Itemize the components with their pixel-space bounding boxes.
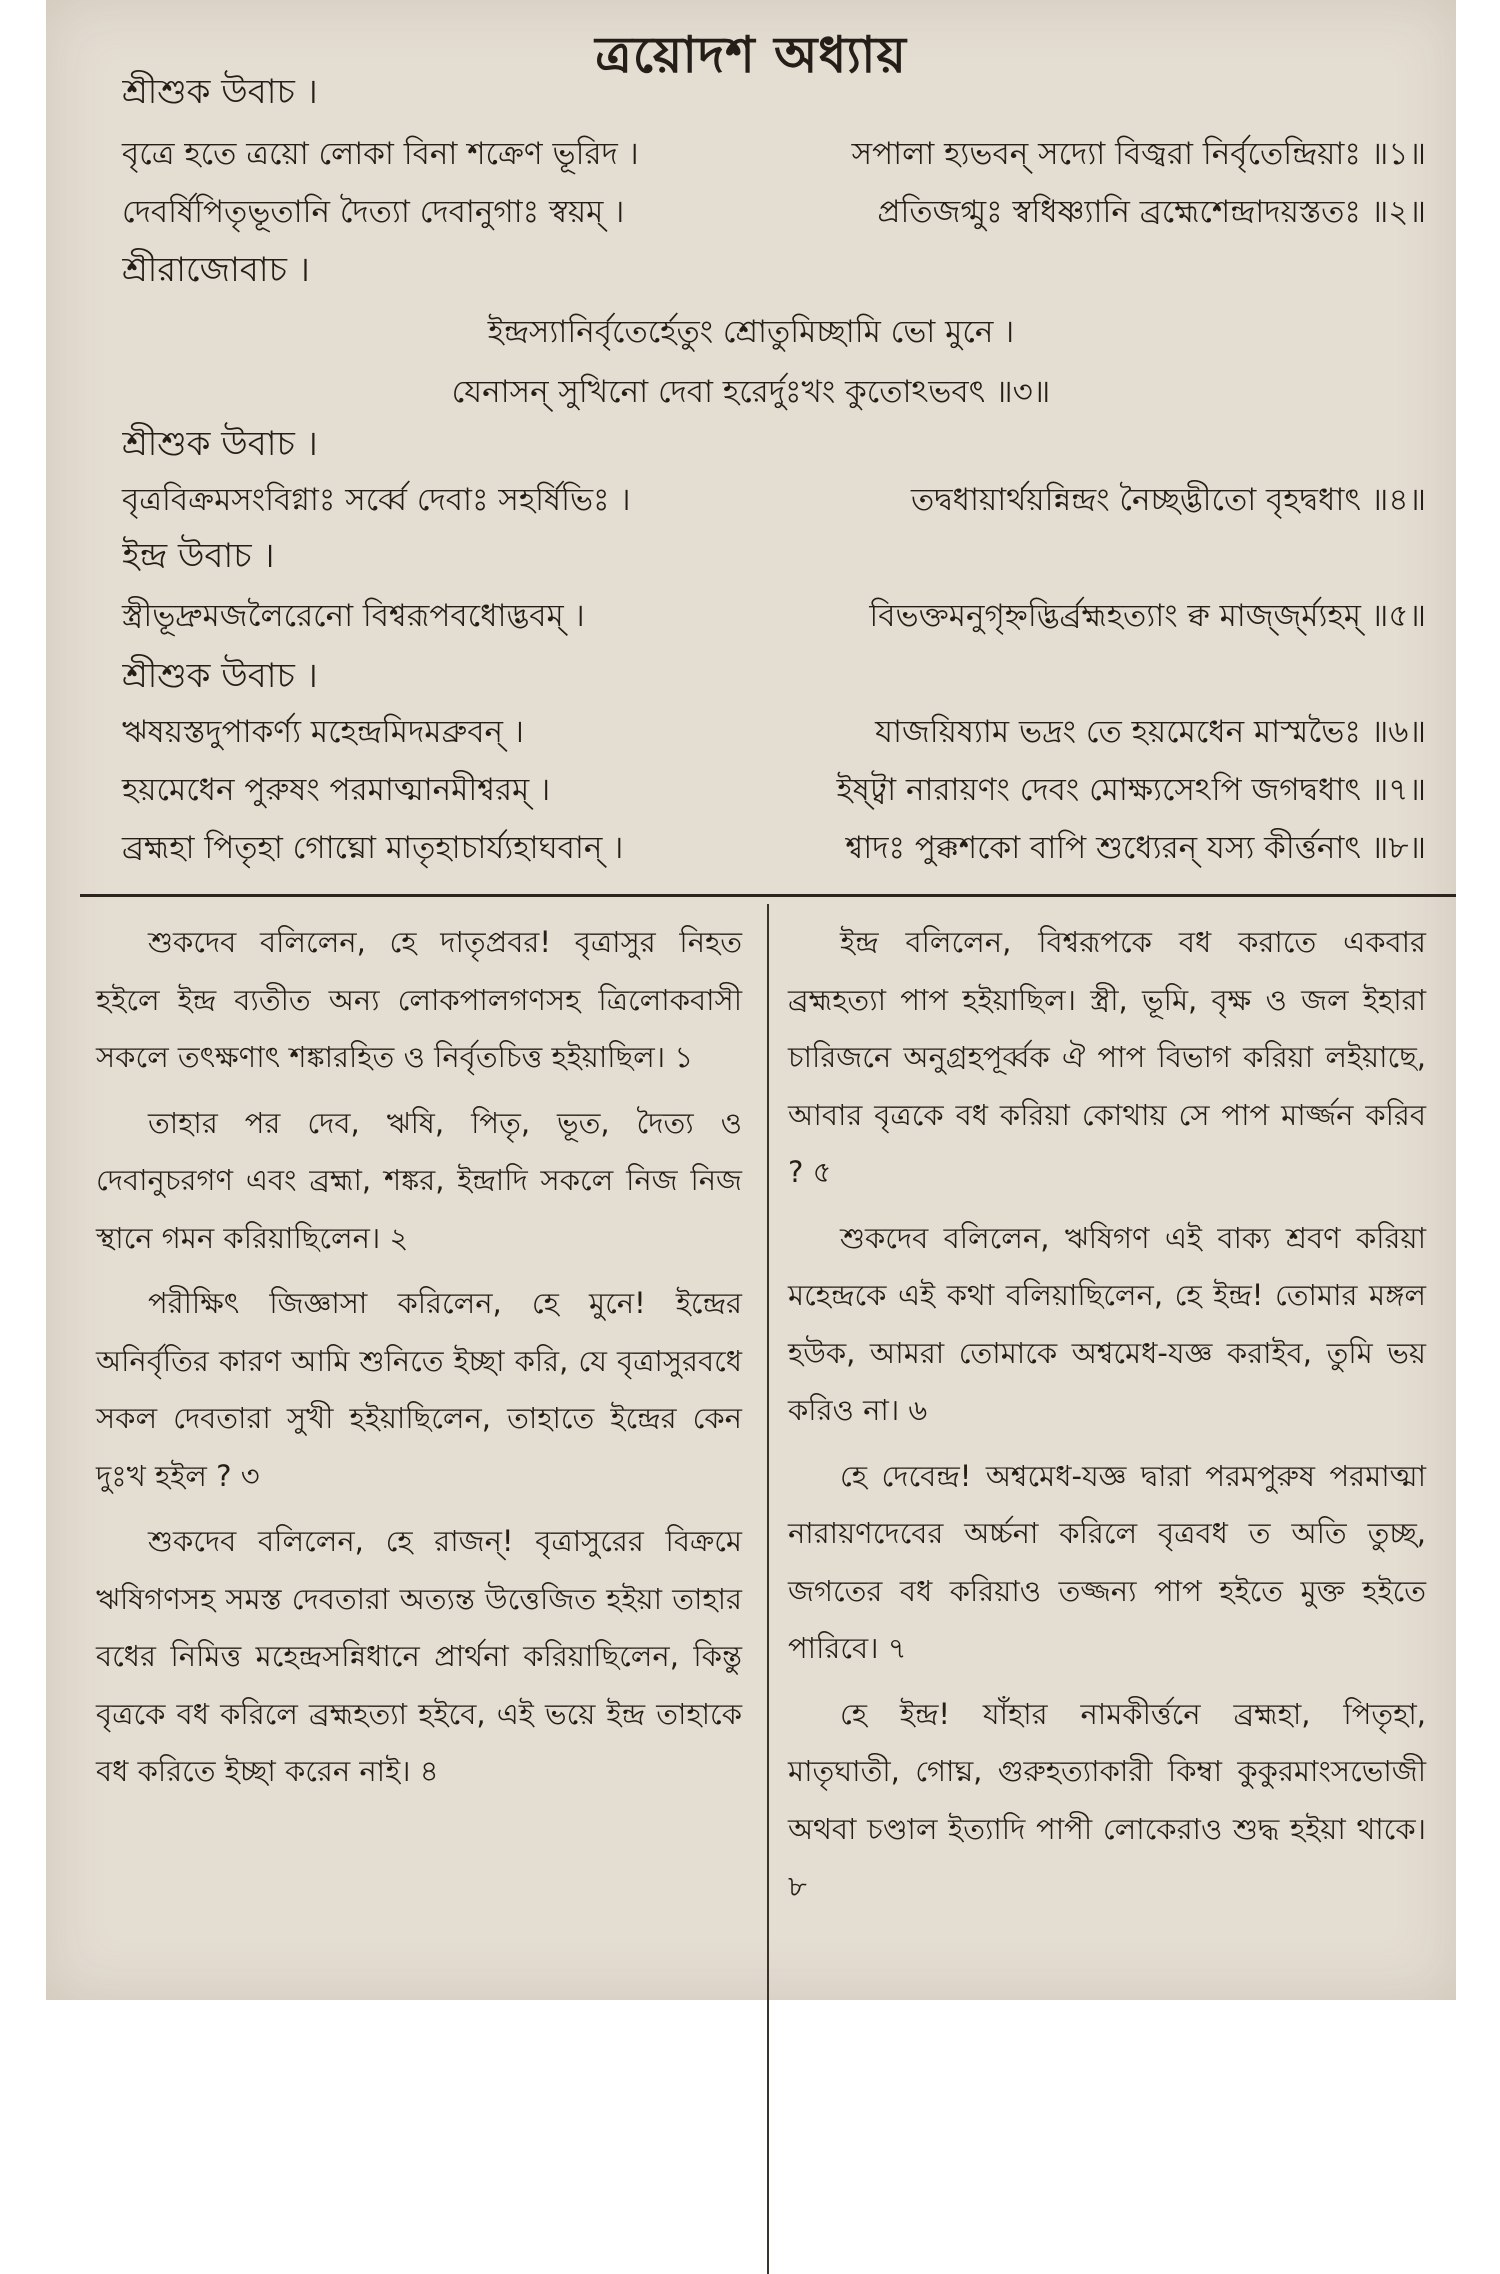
verse-line-centered: ইন্দ্রস্যানির্বৃতের্হেতুং শ্রোতুমিচ্ছামি ভো মুনে । xyxy=(487,314,1015,350)
translation-paragraph: শুকদেব বলিলেন, ঋষিগণ এই বাক্য শ্রবণ করিয়া মহেন্দ্রকে এই কথা বলিয়াছিলেন, হে ইন্দ্র! তোমার মঙ্গল হউক, আমরা তোমাকে অশ্বমেধ-যজ্ঞ করাইব, তুমি ভয় করিও না। ৬ xyxy=(788,1220,1426,1427)
section-divider xyxy=(80,894,1456,897)
verse-half-b: প্রতিজগ্মুঃ স্বধিষ্ণ্যানি ব্রহ্মেশেন্দ্রাদয়স্ততঃ ॥২॥ xyxy=(877,194,1426,230)
translation-paragraph: পরীক্ষিৎ জিজ্ঞাসা করিলেন, হে মুনে! ইন্দ্রের অনির্বৃতির কারণ আমি শুনিতে ইচ্ছা করি, যে বৃত্রাসুরবধে সকল দেবতারা সুখী হইয়াছিলেন, তাহাতে ইন্দ্রের কেন দুঃখ হইল ? ৩ xyxy=(96,1286,742,1493)
verse-line-centered: যেনাসন্ সুখিনো দেবা হরের্দুঃখং কুতোঽভবৎ ॥৩॥ xyxy=(451,374,1051,410)
verse-half-a: হয়মেধেন পুরুষং পরমাত্মানমীশ্বরম্ । xyxy=(122,772,551,808)
verse-line xyxy=(116,128,1456,180)
verse-line xyxy=(116,186,1456,238)
verse-line xyxy=(116,764,1456,816)
verse-half-a: স্ত্রীভূদ্রুমজলৈরেনো বিশ্বরূপবধোদ্ভবম্ । xyxy=(122,598,585,634)
column-divider xyxy=(767,904,769,2274)
verse-half-a: ব্রহ্মহা পিতৃহা গোঘ্নো মাতৃহাচার্য্যহাঘবান্ । xyxy=(122,830,624,866)
translation-paragraph: শুকদেব বলিলেন, হে রাজন্! বৃত্রাসুরের বিক্রমে ঋষিগণসহ সমস্ত দেবতারা অত্যন্ত উত্তেজিত হইয়া তাহার বধের নিমিত্ত মহেন্দ্রসন্নিধানে প্রার্থনা করিয়াছিলেন, কিন্তু বৃত্রকে বধ করিলে ব্রহ্মহত্যা হইবে, এই ভয়ে ইন্দ্র তাহাকে বধ করিতে ইচ্ছা করেন নাই। ৪ xyxy=(96,1524,742,1788)
translation-paragraph: তাহার পর দেব, ঋষি, পিতৃ, ভূত, দৈত্য ও দেবানুচরগণ এবং ব্রহ্মা, শঙ্কর, ইন্দ্রাদি সকলে নিজ নিজ স্থানে গমন করিয়াছিলেন। ২ xyxy=(96,1105,742,1255)
translation-paragraph: হে ইন্দ্র! যাঁহার নামকীর্ত্তনে ব্রহ্মহা, পিতৃহা, মাতৃঘাতী, গোঘ্ন, গুরুহত্যাকারী কিম্বা কুকুরমাংসভোজী অথবা চণ্ডাল ইত্যাদি পাপী লোকেরাও শুদ্ধ হইয়া থাকে। ৮ xyxy=(788,1696,1426,1903)
translation-column-left xyxy=(96,914,742,1809)
verse-half-a: বৃত্রে হতে ত্রয়ো লোকা বিনা শক্রেণ ভূরিদ । xyxy=(122,136,639,172)
verse-half-a: বৃত্রবিক্রমসংবিগ্নাঃ সর্ব্বে দেবাঃ সহর্ষিভিঃ । xyxy=(122,482,631,518)
verse-line xyxy=(116,822,1456,874)
verse-half-b: তদ্বধায়ার্থয়ন্নিন্দ্রং নৈচ্ছদ্ভীতো বৃহদ্বধাৎ ॥৪॥ xyxy=(910,482,1426,518)
verse-half-a: ঋষয়স্তদুপাকর্ণ্য মহেন্দ্রমিদমব্রুবন্ । xyxy=(122,714,524,750)
speaker-line: ইন্দ্র উবাচ । xyxy=(122,536,275,576)
verse-line xyxy=(116,590,1456,642)
verse-half-b: শ্বাদঃ পুক্কশকো বাপি শুধ্যেরন্ যস্য কীর্ত্তনাৎ ॥৮॥ xyxy=(845,830,1426,866)
verse-half-b: বিভক্তমনুগৃহ্নদ্ভির্ব্রহ্মহত্যাং ক্ব মার্জ্জ্ম্যহম্ ॥৫॥ xyxy=(869,598,1426,634)
verse-half-a: দেবর্ষিপিতৃভূতানি দৈত্যা দেবানুগাঃ স্বয়ম্ । xyxy=(122,194,625,230)
verse-half-b: ইষ্ট্বা নারায়ণং দেবং মোক্ষ্যসেঽপি জগদ্বধাৎ ॥৭॥ xyxy=(836,772,1426,808)
translation-paragraph: শুকদেব বলিলেন, হে দাতৃপ্রবর! বৃত্রাসুর নিহত হইলে ইন্দ্র ব্যতীত অন্য লোকপালগণসহ ত্রিলোকবাসী সকলে তৎক্ষণাৎ শঙ্কারহিত ও নির্বৃতচিত্ত হইয়াছিল। ১ xyxy=(96,925,742,1074)
speaker-line: শ্রীশুক উবাচ । xyxy=(122,656,318,696)
speaker-line: শ্রীশুক উবাচ । xyxy=(122,424,318,464)
verse-half-b: যাজয়িষ্যাম ভদ্রং তে হয়মেধেন মাস্মভৈঃ ॥৬॥ xyxy=(875,714,1426,750)
speaker-line: শ্রীরাজোবাচ । xyxy=(122,250,310,290)
verse-half-b: সপালা হ্যভবন্ সদ্যো বিজ্বরা নির্বৃতেন্দ্রিয়াঃ ॥১॥ xyxy=(851,136,1426,172)
speaker-line: শ্রীশুক উবাচ । xyxy=(122,72,318,112)
verse-line xyxy=(116,474,1456,526)
translation-paragraph: হে দেবেন্দ্র! অশ্বমেধ-যজ্ঞ দ্বারা পরমপুরুষ পরমাত্মা নারায়ণদেবের অর্চ্চনা করিলে বৃত্রবধ ত অতি তুচ্ছ, জগতের বধ করিয়াও তজ্জন্য পাপ হইতে মুক্ত হইতে পারিবে। ৭ xyxy=(788,1458,1426,1665)
book-page xyxy=(46,0,1456,2000)
translation-column-right xyxy=(788,914,1426,1924)
translation-paragraph: ইন্দ্র বলিলেন, বিশ্বরূপকে বধ করাতে একবার ব্রহ্মহত্যা পাপ হইয়াছিল। স্ত্রী, ভূমি, বৃক্ষ ও জল ইহারা চারিজনে অনুগ্রহপূর্ব্বক ঐ পাপ বিভাগ করিয়া লইয়াছে, আবার বৃত্রকে বধ করিয়া কোথায় সে পাপ মার্জ্জন করিব ? ৫ xyxy=(788,925,1426,1189)
chapter-title: ত্রয়োদশ অধ্যায় xyxy=(595,26,907,84)
verse-line xyxy=(116,706,1456,758)
